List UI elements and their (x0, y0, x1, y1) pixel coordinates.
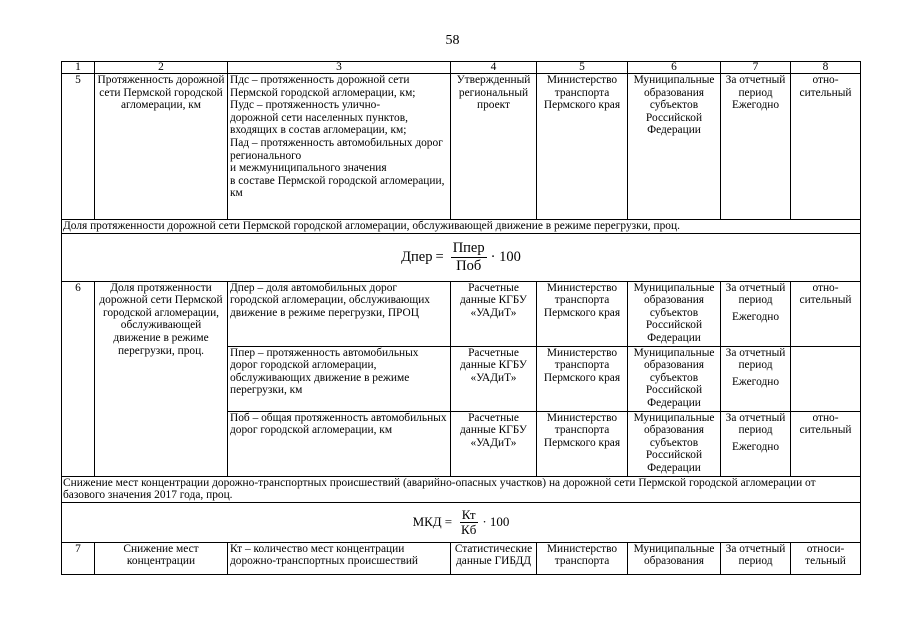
header-col-5: 5 (537, 62, 628, 74)
header-col-2: 2 (95, 62, 228, 74)
indicator-name: Протяженность дорожной сети Пермской городской агломерации, км (95, 74, 228, 220)
variable-line: Пад – протяженность автомобильных дорог регионального (230, 136, 443, 162)
formula-variable: Дпер – доля автомобильных дорог городской агломерации, обслуживающих движение в режиме перегрузки, ПРОЦ (228, 281, 451, 346)
level: Муниципальные образования субъектов Российской Федерации (628, 411, 721, 476)
period-label: За отчетный период (725, 346, 786, 372)
formula-numerator: Ппер (452, 239, 485, 256)
row-number: 5 (62, 74, 95, 220)
data-source: Утвержденный региональный проект (451, 74, 537, 220)
formula-multiplier: · 100 (482, 513, 510, 529)
formula-multiplier: · 100 (490, 248, 521, 265)
header-col-7: 7 (721, 62, 791, 74)
unit: отно-сительный (791, 74, 861, 220)
formula (401, 240, 521, 275)
formula-equals: = (444, 513, 453, 529)
formula-denominator: Кб (461, 521, 477, 537)
responsible-body: Министерство транспорта (537, 542, 628, 574)
frequency-label: Ежегодно (731, 440, 780, 453)
level: Муниципальные образования субъектов Российской Федерации (628, 74, 721, 220)
section-title-row (62, 476, 861, 502)
formula-row (62, 233, 861, 281)
header-row (62, 62, 861, 74)
unit: отно-сительный (791, 281, 861, 346)
frequency-label: Ежегодно (731, 99, 780, 112)
period-label: За отчетный период (725, 411, 786, 437)
data-source: Расчетные данные КГБУ «УАДиТ» (451, 346, 537, 411)
period-label: За отчетный период (725, 74, 786, 99)
period (721, 74, 791, 220)
header-col-1: 1 (62, 62, 95, 74)
unit (791, 346, 861, 411)
responsible-body: Министерство транспорта Пермского края (537, 74, 628, 220)
variable-line: дорожной сети населенных пунктов, входящих в состав агломерации, км; (230, 111, 408, 137)
formula-numerator: Кт (461, 506, 476, 522)
level: Муниципальные образования субъектов Российской Федерации (628, 281, 721, 346)
header-col-8: 8 (791, 62, 861, 74)
responsible-body: Министерство транспорта Пермского края (537, 411, 628, 476)
page-number: 58 (445, 33, 460, 48)
variable-line: и межмуниципального значения (230, 162, 387, 175)
data-source: Статистические данные ГИБДД (451, 542, 537, 574)
section-title: Снижение мест концентрации дорожно-транспортных происшествий (аварийно-опасных участков) на дорожной сети Пермской городской агломерации от базового значения 2017 года, проц. (62, 476, 861, 502)
header-col-3: 3 (228, 62, 451, 74)
period: За отчетный период (721, 542, 791, 574)
frequency-label: Ежегодно (731, 310, 780, 323)
formula-variable: Кт – количество мест концентрации дорожно-транспортных происшествий (228, 542, 451, 574)
period (721, 346, 791, 411)
period-label: За отчетный период (725, 281, 786, 307)
indicators-table (61, 61, 861, 575)
formula-fraction (451, 240, 487, 275)
formula-variable: Поб – общая протяженность автомобильных дорог городской агломерации, км (228, 411, 451, 476)
data-source: Расчетные данные КГБУ «УАДиТ» (451, 411, 537, 476)
table-row (62, 74, 861, 220)
header-col-4: 4 (451, 62, 537, 74)
responsible-body: Министерство транспорта Пермского края (537, 281, 628, 346)
table-row (62, 542, 861, 574)
formula-fraction (459, 508, 478, 537)
unit: относи-тельный (791, 542, 861, 574)
table-row (62, 281, 861, 346)
formula-cell (62, 502, 861, 542)
frequency-label: Ежегодно (731, 375, 780, 388)
responsible-body: Министерство транспорта Пермского края (537, 346, 628, 411)
unit: отно-сительный (791, 411, 861, 476)
formula-equals: = (435, 248, 444, 265)
formula-denominator: Поб (456, 257, 482, 274)
variable-line: Пудс – протяженность улично- (230, 99, 381, 112)
data-source: Расчетные данные КГБУ «УАДиТ» (451, 281, 537, 346)
row-number: 6 (62, 281, 95, 476)
period (721, 281, 791, 346)
row-number: 7 (62, 542, 95, 574)
formula-lhs: Дпер (401, 248, 433, 265)
formula-cell (62, 233, 861, 281)
header-col-6: 6 (628, 62, 721, 74)
formula-row (62, 502, 861, 542)
variable-line: в составе Пермской городской агломерации, км (230, 174, 445, 200)
formula-variable: Ппер – протяженность автомобильных дорог городской агломерации, обслуживающих движение в режиме перегрузки, км (228, 346, 451, 411)
section-title-row (62, 220, 861, 234)
formula (413, 508, 510, 537)
section-title: Доля протяженности дорожной сети Пермской городской агломерации, обслуживающей движение в режиме перегрузки, проц. (62, 220, 861, 234)
formula-variables (228, 74, 451, 220)
formula-lhs: МКД (412, 513, 442, 529)
level: Муниципальные образования (628, 542, 721, 574)
variable-line: Пдс – протяженность дорожной сети Пермской городской агломерации, км; (230, 74, 416, 99)
indicator-name: Доля протяженности дорожной сети Пермской городской агломерации, обслуживающей движение в режиме перегрузки, проц. (95, 281, 228, 476)
indicator-name: Снижение мест концентрации (95, 542, 228, 574)
period (721, 411, 791, 476)
level: Муниципальные образования субъектов Российской Федерации (628, 346, 721, 411)
